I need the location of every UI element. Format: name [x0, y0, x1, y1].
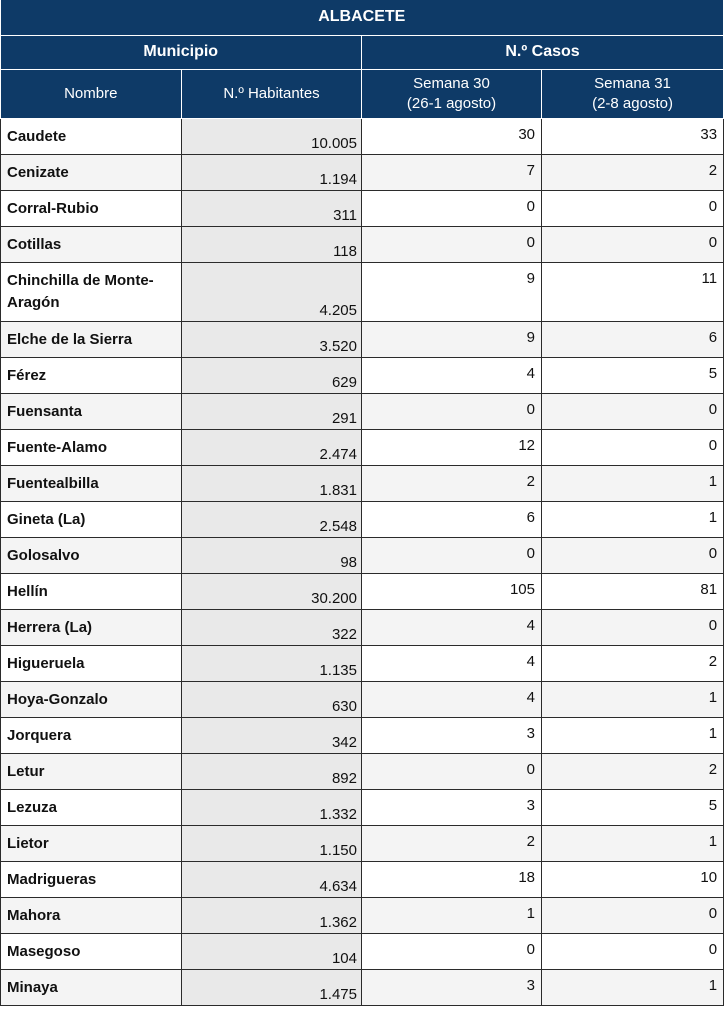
cell-semana-30: 9	[362, 262, 542, 321]
cell-semana-30: 0	[362, 226, 542, 262]
table-row	[1, 681, 724, 717]
cell-nombre: Cotillas	[1, 226, 182, 262]
cell-semana-30: 1	[362, 897, 542, 933]
semana-31-range: (2-8 agosto)	[592, 94, 673, 112]
column-header-habitantes: N.º Habitantes	[182, 69, 362, 118]
cell-semana-31: 0	[542, 537, 724, 573]
cell-semana-31: 1	[542, 969, 724, 1005]
cell-semana-31: 1	[542, 681, 724, 717]
cell-habitantes: 1.194	[182, 154, 362, 190]
cell-semana-30: 30	[362, 118, 542, 154]
cell-semana-31: 1	[542, 717, 724, 753]
table-header	[1, 0, 724, 118]
cell-semana-30: 0	[362, 537, 542, 573]
group-header-municipio: Municipio	[1, 35, 362, 69]
cell-semana-31: 2	[542, 645, 724, 681]
cell-semana-30: 9	[362, 321, 542, 357]
column-header-semana-30	[362, 69, 542, 118]
table-row	[1, 321, 724, 357]
cell-habitantes: 311	[182, 190, 362, 226]
table-row	[1, 393, 724, 429]
cell-semana-30: 2	[362, 825, 542, 861]
cell-nombre: Jorquera	[1, 717, 182, 753]
cell-nombre: Chinchilla de Monte-Aragón	[1, 262, 182, 321]
table-row	[1, 645, 724, 681]
table-row	[1, 861, 724, 897]
cell-semana-31: 11	[542, 262, 724, 321]
cell-habitantes: 1.362	[182, 897, 362, 933]
cell-nombre: Madrigueras	[1, 861, 182, 897]
cell-semana-30: 0	[362, 933, 542, 969]
table-row	[1, 154, 724, 190]
cell-nombre: Masegoso	[1, 933, 182, 969]
cell-semana-31: 0	[542, 190, 724, 226]
cell-semana-30: 7	[362, 154, 542, 190]
cell-nombre: Letur	[1, 753, 182, 789]
cell-semana-30: 0	[362, 190, 542, 226]
cell-semana-30: 2	[362, 465, 542, 501]
cell-nombre: Mahora	[1, 897, 182, 933]
cell-nombre: Herrera (La)	[1, 609, 182, 645]
semana-30-label: Semana 30	[413, 74, 490, 92]
cell-nombre: Caudete	[1, 118, 182, 154]
cell-semana-31: 1	[542, 501, 724, 537]
table-row	[1, 897, 724, 933]
cell-semana-30: 0	[362, 753, 542, 789]
cell-nombre: Hoya-Gonzalo	[1, 681, 182, 717]
cell-semana-31: 5	[542, 357, 724, 393]
table-row	[1, 262, 724, 321]
cell-habitantes: 104	[182, 933, 362, 969]
table-row	[1, 357, 724, 393]
table-row	[1, 717, 724, 753]
cell-semana-31: 33	[542, 118, 724, 154]
cell-habitantes: 1.332	[182, 789, 362, 825]
cell-habitantes: 1.475	[182, 969, 362, 1005]
cell-nombre: Elche de la Sierra	[1, 321, 182, 357]
table-row	[1, 226, 724, 262]
cell-habitantes: 1.135	[182, 645, 362, 681]
cell-nombre: Hellín	[1, 573, 182, 609]
semana-30-range: (26-1 agosto)	[406, 94, 497, 112]
cell-habitantes: 1.150	[182, 825, 362, 861]
cell-nombre: Corral-Rubio	[1, 190, 182, 226]
table-row	[1, 753, 724, 789]
cell-semana-31: 6	[542, 321, 724, 357]
cell-semana-31: 0	[542, 226, 724, 262]
cell-habitantes: 322	[182, 609, 362, 645]
table-row	[1, 429, 724, 465]
cell-semana-30: 18	[362, 861, 542, 897]
cell-semana-30: 4	[362, 357, 542, 393]
table-row	[1, 537, 724, 573]
cell-semana-30: 0	[362, 393, 542, 429]
cell-habitantes: 291	[182, 393, 362, 429]
cell-semana-31: 0	[542, 933, 724, 969]
cell-habitantes: 342	[182, 717, 362, 753]
cell-nombre: Gineta (La)	[1, 501, 182, 537]
cell-habitantes: 892	[182, 753, 362, 789]
table-row	[1, 501, 724, 537]
cell-nombre: Fuente-Alamo	[1, 429, 182, 465]
cell-nombre: Lezuza	[1, 789, 182, 825]
cell-semana-30: 4	[362, 609, 542, 645]
column-header-nombre: Nombre	[1, 69, 182, 118]
cell-semana-31: 81	[542, 573, 724, 609]
cell-semana-31: 0	[542, 393, 724, 429]
table-row	[1, 789, 724, 825]
table-title: ALBACETE	[1, 0, 724, 35]
cell-semana-30: 3	[362, 717, 542, 753]
cell-nombre: Minaya	[1, 969, 182, 1005]
table-row	[1, 609, 724, 645]
cell-habitantes: 2.474	[182, 429, 362, 465]
cell-semana-30: 6	[362, 501, 542, 537]
cell-semana-31: 0	[542, 429, 724, 465]
table-row	[1, 825, 724, 861]
cell-nombre: Férez	[1, 357, 182, 393]
cell-habitantes: 630	[182, 681, 362, 717]
cell-semana-30: 3	[362, 969, 542, 1005]
cell-semana-30: 105	[362, 573, 542, 609]
cell-semana-30: 4	[362, 681, 542, 717]
cell-nombre: Lietor	[1, 825, 182, 861]
cell-semana-30: 12	[362, 429, 542, 465]
table-row	[1, 118, 724, 154]
cell-habitantes: 2.548	[182, 501, 362, 537]
cell-semana-31: 2	[542, 154, 724, 190]
cell-semana-31: 2	[542, 753, 724, 789]
cell-nombre: Fuentealbilla	[1, 465, 182, 501]
cell-semana-31: 0	[542, 897, 724, 933]
cell-semana-31: 1	[542, 825, 724, 861]
cell-semana-30: 3	[362, 789, 542, 825]
table-row	[1, 933, 724, 969]
column-header-semana-31	[542, 69, 724, 118]
cell-habitantes: 1.831	[182, 465, 362, 501]
table-row	[1, 969, 724, 1005]
cell-semana-31: 1	[542, 465, 724, 501]
cell-habitantes: 4.205	[182, 262, 362, 321]
table-body	[1, 118, 724, 1005]
cell-habitantes: 4.634	[182, 861, 362, 897]
cell-nombre: Higueruela	[1, 645, 182, 681]
semana-31-label: Semana 31	[594, 74, 671, 92]
cell-semana-30: 4	[362, 645, 542, 681]
cell-habitantes: 629	[182, 357, 362, 393]
cell-semana-31: 10	[542, 861, 724, 897]
cell-habitantes: 118	[182, 226, 362, 262]
cell-nombre: Cenizate	[1, 154, 182, 190]
table-row	[1, 190, 724, 226]
cell-habitantes: 3.520	[182, 321, 362, 357]
cell-nombre: Fuensanta	[1, 393, 182, 429]
cell-semana-31: 5	[542, 789, 724, 825]
group-header-casos: N.º Casos	[362, 35, 724, 69]
table-row	[1, 465, 724, 501]
cell-habitantes: 98	[182, 537, 362, 573]
cell-habitantes: 10.005	[182, 118, 362, 154]
cell-semana-31: 0	[542, 609, 724, 645]
table-row	[1, 573, 724, 609]
cell-habitantes: 30.200	[182, 573, 362, 609]
cell-nombre: Golosalvo	[1, 537, 182, 573]
